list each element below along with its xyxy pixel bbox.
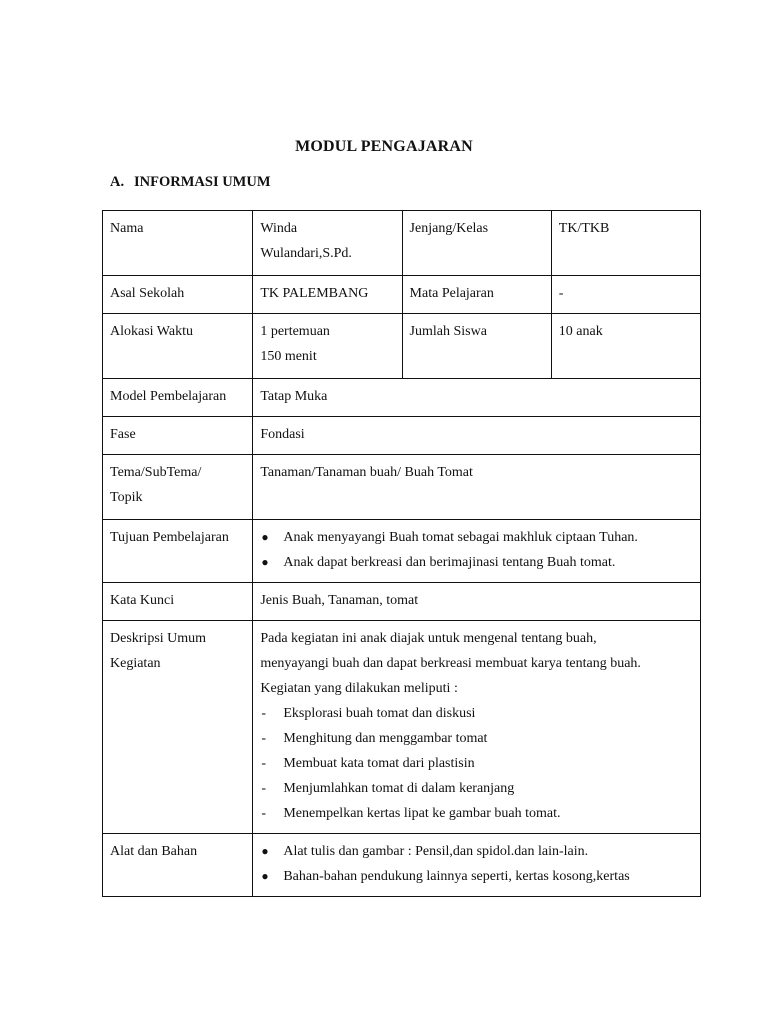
deskripsi-text-line3: Kegiatan yang dilakukan meliputi : xyxy=(260,681,458,696)
asal-value: TK PALEMBANG xyxy=(253,276,402,314)
tujuan-value xyxy=(253,520,701,583)
info-table xyxy=(102,210,701,897)
deskripsi-label-line2: Kegiatan xyxy=(110,656,161,671)
table-row-alat xyxy=(103,834,701,897)
list-item xyxy=(260,525,693,550)
table-row-model xyxy=(103,379,701,417)
bullet-icon: ● xyxy=(261,555,269,569)
list-item xyxy=(260,701,693,726)
bullet-icon: ● xyxy=(261,869,269,883)
alokasi-value-line1: 1 pertemuan xyxy=(260,324,330,339)
deskripsi-item-text: Membuat kata tomat dari plastisin xyxy=(283,756,475,771)
alat-item-text: Bahan-bahan pendukung lainnya seperti, kertas kosong,kertas xyxy=(283,869,630,884)
table-row-deskripsi xyxy=(103,621,701,834)
tujuan-list xyxy=(260,525,693,575)
deskripsi-item-text: Menempelkan kertas lipat ke gambar buah tomat. xyxy=(283,806,561,821)
alat-label: Alat dan Bahan xyxy=(103,834,253,897)
dash-marker: - xyxy=(261,806,266,821)
alokasi-label: Alokasi Waktu xyxy=(103,314,253,379)
asal-label: Asal Sekolah xyxy=(103,276,253,314)
list-item xyxy=(260,864,693,889)
bullet-icon: ● xyxy=(261,530,269,544)
nama-value xyxy=(253,211,402,276)
deskripsi-value xyxy=(253,621,701,834)
alat-list xyxy=(260,839,693,889)
table-row-tema xyxy=(103,455,701,520)
kata-kunci-value: Jenis Buah, Tanaman, tomat xyxy=(253,583,701,621)
list-item xyxy=(260,839,693,864)
jumlah-label: Jumlah Siswa xyxy=(402,314,551,379)
deskripsi-text-line1: Pada kegiatan ini anak diajak untuk mengenal tentang buah, xyxy=(260,631,597,646)
alokasi-value-line2: 150 menit xyxy=(260,349,317,364)
model-value: Tatap Muka xyxy=(253,379,701,417)
deskripsi-label-line1: Deskripsi Umum xyxy=(110,631,207,646)
table-row-fase xyxy=(103,417,701,455)
list-item xyxy=(260,801,693,826)
list-item xyxy=(260,751,693,776)
jenjang-label: Jenjang/Kelas xyxy=(402,211,551,276)
alat-value xyxy=(253,834,701,897)
tema-label-line1: Tema/SubTema/ xyxy=(110,465,202,480)
jumlah-value: 10 anak xyxy=(551,314,700,379)
deskripsi-item-text: Eksplorasi buah tomat dan diskusi xyxy=(283,706,476,721)
section-heading xyxy=(110,174,271,191)
nama-value-line1: Winda xyxy=(260,221,298,236)
alokasi-value xyxy=(253,314,402,379)
table-row-kata-kunci xyxy=(103,583,701,621)
deskripsi-text-line2: menyayangi buah dan dapat berkreasi membuat karya tentang buah. xyxy=(260,656,641,671)
dash-marker: - xyxy=(261,781,266,796)
list-item xyxy=(260,776,693,801)
section-heading-text: INFORMASI UMUM xyxy=(134,174,271,190)
model-label: Model Pembelajaran xyxy=(103,379,253,417)
dash-marker: - xyxy=(261,731,266,746)
dash-marker: - xyxy=(261,706,266,721)
tujuan-label: Tujuan Pembelajaran xyxy=(103,520,253,583)
kata-kunci-label: Kata Kunci xyxy=(103,583,253,621)
fase-label: Fase xyxy=(103,417,253,455)
deskripsi-list xyxy=(260,701,693,826)
list-item xyxy=(260,726,693,751)
table-row-asal xyxy=(103,276,701,314)
tujuan-item-text: Anak menyayangi Buah tomat sebagai makhluk ciptaan Tuhan. xyxy=(283,530,638,545)
page-title: MODUL PENGAJARAN xyxy=(295,138,473,155)
fase-value: Fondasi xyxy=(253,417,701,455)
nama-label: Nama xyxy=(103,211,253,276)
deskripsi-item-text: Menghitung dan menggambar tomat xyxy=(283,731,488,746)
bullet-icon: ● xyxy=(261,844,269,858)
deskripsi-label xyxy=(103,621,253,834)
table-row-nama xyxy=(103,211,701,276)
section-letter: A. xyxy=(110,174,125,190)
table-row-alokasi xyxy=(103,314,701,379)
tujuan-item-text: Anak dapat berkreasi dan berimajinasi tentang Buah tomat. xyxy=(283,555,616,570)
mapel-label: Mata Pelajaran xyxy=(402,276,551,314)
deskripsi-item-text: Menjumlahkan tomat di dalam keranjang xyxy=(283,781,515,796)
list-item xyxy=(260,550,693,575)
tema-label-line2: Topik xyxy=(110,490,143,505)
jenjang-value: TK/TKB xyxy=(551,211,700,276)
alat-item-text: Alat tulis dan gambar : Pensil,dan spidol.dan lain-lain. xyxy=(283,844,589,859)
dash-marker: - xyxy=(261,756,266,771)
tema-label xyxy=(103,455,253,520)
mapel-value: - xyxy=(551,276,700,314)
nama-value-line2: Wulandari,S.Pd. xyxy=(260,246,352,261)
tema-value: Tanaman/Tanaman buah/ Buah Tomat xyxy=(253,455,701,520)
table-row-tujuan xyxy=(103,520,701,583)
